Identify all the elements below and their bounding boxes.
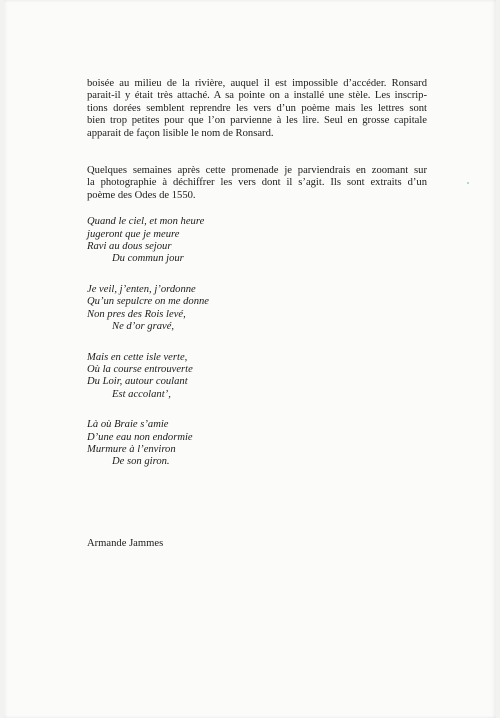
paragraph-2-line: poème des Odes de 1550. bbox=[87, 189, 196, 201]
paragraph-1-line: bien trop petites pour que l’on parvienne à les lire. Seul en grosse capitale bbox=[87, 115, 427, 127]
paragraph-1-line: boisée au milieu de la rivière, auquel il est impossible d’accéder. Ronsard bbox=[87, 78, 427, 89]
paper-speck-decoration bbox=[467, 182, 469, 184]
verse-line: Non pres des Rois levé, bbox=[87, 308, 186, 320]
verse-line: Mais en cette isle verte, bbox=[87, 351, 188, 363]
letter-body bbox=[87, 78, 427, 487]
poem-stanza-2 bbox=[87, 284, 427, 334]
verse-line: De son giron. bbox=[112, 456, 170, 468]
poem-stanza-1 bbox=[87, 216, 427, 266]
paragraph-2-line: la photographie à déchiffrer les vers dont il s’agit. Ils sont extraits d’un bbox=[87, 177, 427, 189]
verse-line: Où la course entrouverte bbox=[87, 363, 193, 375]
paragraph-1-line: tions dorées semblent reprendre les vers d’un poème mais les lettres sont bbox=[87, 102, 427, 114]
verse-line: Du Loir, autour coulant bbox=[87, 376, 188, 388]
paragraph-1 bbox=[87, 78, 427, 140]
paragraph-1-line: apparait de façon lisible le nom de Ronsard. bbox=[87, 127, 274, 139]
verse-line: Quand le ciel, et mon heure bbox=[87, 216, 205, 228]
verse-line: Là où Braie s’amie bbox=[87, 419, 169, 431]
paper-sheet bbox=[4, 0, 496, 718]
verse-line: Du commun jour bbox=[112, 253, 184, 265]
verse-line: jugeront que je meure bbox=[87, 228, 180, 240]
poem-stanza-4 bbox=[87, 419, 427, 469]
verse-line: Ravi au dous sejour bbox=[87, 241, 172, 253]
poem-stanza-3 bbox=[87, 352, 427, 402]
verse-line: Je veil, j’enten, j’ordonne bbox=[87, 283, 196, 295]
verse-line: D’une eau non endormie bbox=[87, 431, 193, 443]
verse-line: Est accolant’, bbox=[112, 388, 171, 400]
poem-excerpt bbox=[87, 216, 427, 469]
paragraph-1-line: parait-il y était très attaché. A sa pointe on a installé une stèle. Les inscrip- bbox=[87, 90, 427, 102]
verse-line: Qu’un sepulcre on me donne bbox=[87, 296, 209, 308]
paragraph-2 bbox=[87, 165, 427, 202]
verse-line: Murmure à l’environ bbox=[87, 443, 176, 455]
verse-line: Ne d’or gravé, bbox=[112, 321, 175, 333]
author-signature: Armande Jammes bbox=[87, 538, 164, 549]
paragraph-2-line: Quelques semaines après cette promenade je parviendrais en zoomant sur bbox=[87, 165, 427, 177]
